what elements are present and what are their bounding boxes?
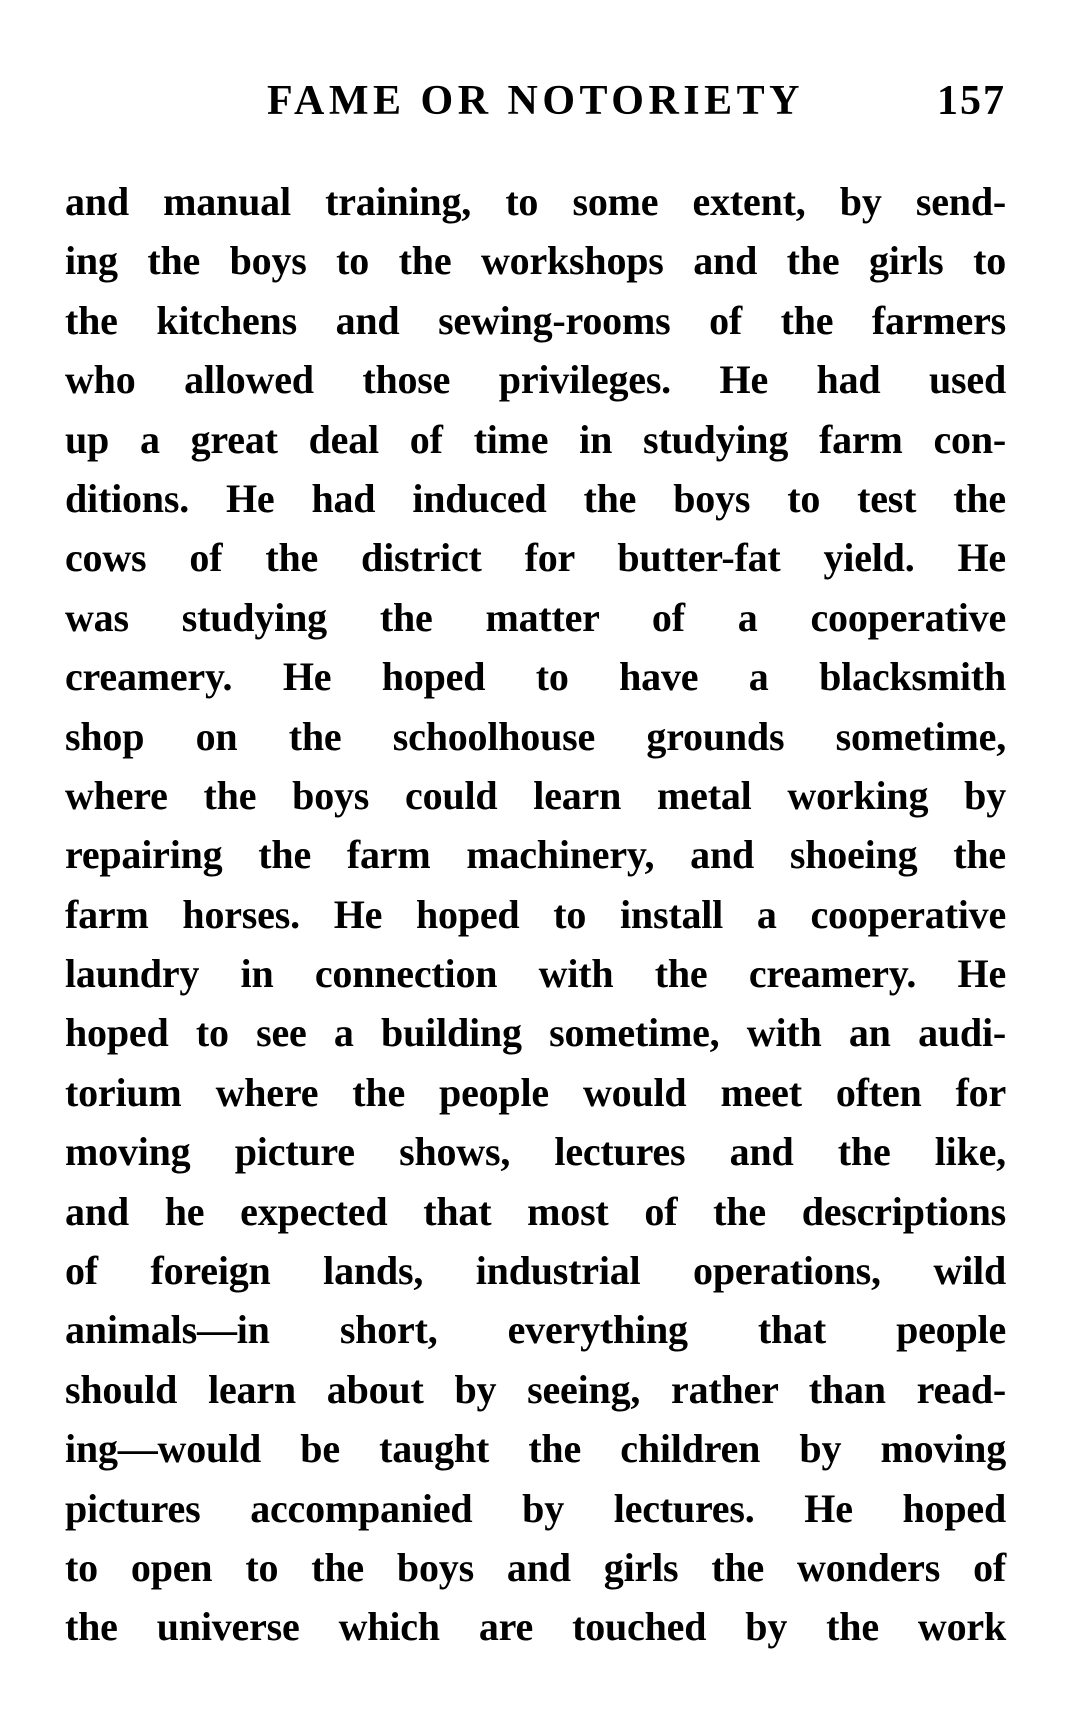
text-line: should learn about by seeing, rather than read- [65, 1366, 1006, 1412]
text-line: of foreign lands, industrial operations, wild [65, 1248, 1006, 1294]
text-line: ing—would be taught the children by moving [65, 1426, 1006, 1472]
text-line: laundry in connection with the creamery. He [65, 951, 1006, 997]
text-line: animals—in short, everything that people [65, 1307, 1006, 1353]
text-line: shop on the schoolhouse grounds sometime, [65, 713, 1006, 759]
text-line: hoped to see a building sometime, with an audi- [65, 1010, 1006, 1056]
text-line: ditions. He had induced the boys to test the [65, 475, 1006, 521]
text-line: moving picture shows, lectures and the like, [65, 1129, 1006, 1175]
running-header [65, 76, 1006, 126]
text-line: and he expected that most of the descriptions [65, 1188, 1006, 1234]
page-header-title: FAME OR NOTORIETY [267, 78, 804, 124]
text-line: ing the boys to the workshops and the girls to [65, 238, 1006, 284]
text-line: the universe which are touched by the work [65, 1604, 1006, 1650]
text-line: the kitchens and sewing-rooms of the farmers [65, 297, 1006, 343]
text-line: torium where the people would meet often for [65, 1069, 1006, 1115]
text-line: pictures accompanied by lectures. He hoped [65, 1485, 1006, 1531]
page-number: 157 [937, 78, 1006, 124]
text-line: was studying the matter of a cooperative [65, 594, 1006, 640]
text-line: repairing the farm machinery, and shoeing the [65, 832, 1006, 878]
text-line: where the boys could learn metal working by [65, 772, 1006, 818]
body-text-block [65, 172, 1006, 1657]
text-line: who allowed those privileges. He had used [65, 357, 1006, 403]
text-line: farm horses. He hoped to install a cooperative [65, 891, 1006, 937]
text-line: creamery. He hoped to have a blacksmith [65, 654, 1006, 700]
text-line: up a great deal of time in studying farm con- [65, 416, 1006, 462]
text-line: cows of the district for butter-fat yield. He [65, 535, 1006, 581]
text-line: to open to the boys and girls the wonders of [65, 1544, 1006, 1590]
text-line: and manual training, to some extent, by send- [65, 179, 1006, 224]
